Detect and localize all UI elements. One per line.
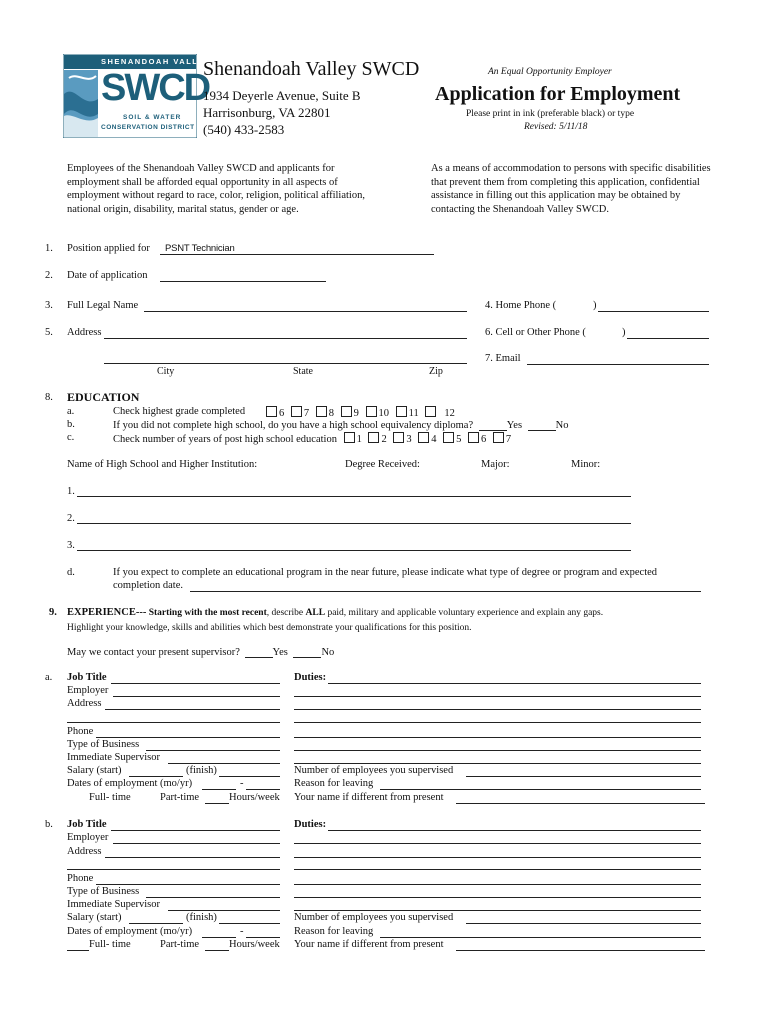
address-field[interactable]: [104, 338, 467, 339]
job-title-label: Job Title: [67, 672, 107, 683]
num-supervised-field[interactable]: [466, 776, 701, 777]
name-label: Full Legal Name: [67, 300, 139, 311]
duties-field[interactable]: [328, 683, 701, 684]
salary-start-field[interactable]: [129, 923, 183, 924]
address-label: Address: [67, 327, 102, 338]
salary-start-field[interactable]: [129, 776, 183, 777]
grade-option: 11: [408, 408, 419, 419]
zip-caption: Zip: [429, 366, 443, 377]
business-field[interactable]: [146, 750, 280, 751]
experience-heading: EXPERIENCE---: [67, 607, 147, 618]
name-diff-label: Your name if different from present: [294, 939, 444, 950]
experience-intro-all: ALL: [305, 608, 326, 618]
num-supervised-field[interactable]: [466, 923, 701, 924]
logo-sub-text-2: CONSERVATION DISTRICT: [101, 124, 195, 131]
dates-end-field[interactable]: [246, 789, 280, 790]
accommodation-line: contacting the Shenandoah Valley SWCD.: [431, 203, 609, 215]
supervisor-field[interactable]: [168, 763, 280, 764]
date-label: Date of application: [67, 270, 148, 281]
school-row-number: 2.: [67, 513, 75, 524]
employer-label: Employer: [67, 685, 109, 696]
q8-number: 8.: [45, 392, 53, 403]
years-option: 7: [505, 434, 512, 445]
num-supervised-label: Number of employees you supervised: [294, 765, 454, 776]
q2-number: 2.: [45, 270, 53, 281]
employer-field[interactable]: [113, 843, 280, 844]
name-diff-field[interactable]: [456, 950, 705, 951]
email-label: 7. Email: [485, 353, 521, 364]
grade-label: Check highest grade completed: [113, 406, 246, 417]
school-row-field[interactable]: [77, 550, 631, 551]
full-time-field[interactable]: [67, 950, 89, 951]
school-row-number: 3.: [67, 540, 75, 551]
contact-yes: Yes: [272, 647, 288, 658]
num-supervised-label: Number of employees you supervised: [294, 912, 454, 923]
page-title: Application for Employment: [435, 83, 681, 105]
job-address-field[interactable]: [105, 709, 280, 710]
accommodation-line: assistance in filling out this application may be obtained by: [431, 190, 681, 201]
years-checkbox[interactable]: [368, 432, 379, 443]
duties-field[interactable]: [294, 722, 701, 723]
grade-checkbox[interactable]: [425, 406, 436, 417]
job-letter: b.: [45, 819, 53, 830]
duties-label: Duties:: [294, 819, 327, 830]
name-field[interactable]: [144, 311, 467, 312]
reason-field[interactable]: [380, 789, 701, 790]
equivalency-yes-field[interactable]: [479, 419, 507, 431]
years-checkbox[interactable]: [393, 432, 404, 443]
grade-option: 7: [303, 408, 310, 419]
experience-intro: [67, 607, 603, 618]
grade-option: 8: [328, 408, 334, 419]
supervisor-label: Immediate Supervisor: [67, 899, 161, 910]
dates-start-field[interactable]: [202, 937, 236, 938]
duties-field[interactable]: [328, 830, 701, 831]
eeo-line: employment shall be afforded equal opportunity in all aspects of: [67, 176, 338, 188]
grade-checkbox[interactable]: [316, 406, 327, 417]
grade-checkboxes: [262, 406, 455, 419]
accommodation-statement: [431, 162, 711, 216]
revision-date: Revised: 5/11/18: [524, 122, 588, 132]
business-field[interactable]: [146, 897, 280, 898]
full-time-label: Full- time: [89, 939, 131, 950]
business-label: Type of Business: [67, 886, 140, 897]
duties-field[interactable]: [294, 897, 701, 898]
eeo-statement: [67, 162, 365, 216]
job-letter: a.: [45, 672, 53, 683]
degree-column-header: Degree Received:: [345, 459, 420, 470]
job-address-field-2[interactable]: [67, 722, 280, 723]
cell-phone-close: ): [622, 327, 626, 338]
minor-column-header: Minor:: [571, 459, 601, 470]
years-checkbox[interactable]: [418, 432, 429, 443]
date-field[interactable]: [160, 281, 326, 282]
grade-option: 6: [279, 408, 285, 419]
business-label: Type of Business: [67, 739, 140, 750]
reason-field[interactable]: [380, 937, 701, 938]
equivalency-label: If you did not complete high school, do you have a high school equivalency diploma?: [113, 420, 474, 431]
grade-checkbox[interactable]: [396, 406, 407, 417]
supervisor-field[interactable]: [168, 910, 280, 911]
print-instruction: Please print in ink (preferable black) or type: [466, 109, 635, 119]
part-time-label: Part-time: [160, 939, 200, 950]
equivalency-no-field[interactable]: [528, 419, 556, 431]
future-program-line2: completion date.: [113, 580, 183, 591]
dates-dash: -: [240, 778, 244, 789]
state-caption: State: [293, 366, 313, 377]
org-phone: (540) 433-2583: [203, 122, 285, 137]
org-address-line2: Harrisonburg, VA 22801: [203, 105, 331, 120]
logo-main-text: SWCD: [101, 67, 210, 109]
years-checkbox[interactable]: [443, 432, 454, 443]
eeo-line: employment without regard to race, color, religion, political affiliation,: [67, 190, 365, 201]
eeo-line: national origin, disability, marital status, gender or age.: [67, 203, 299, 215]
position-label: Position applied for: [67, 243, 150, 254]
employer-label: Employer: [67, 832, 109, 843]
job-address-field-2[interactable]: [67, 869, 280, 870]
email-field[interactable]: [527, 364, 709, 365]
contact-supervisor-question: [67, 646, 334, 658]
supervisor-label: Immediate Supervisor: [67, 752, 161, 763]
duties-field[interactable]: [294, 763, 701, 764]
equivalency-no: No: [555, 420, 569, 431]
years-checkbox[interactable]: [468, 432, 479, 443]
accommodation-line: As a means of accommodation to persons with specific disabilities: [431, 163, 711, 174]
hours-label: Hours/week: [229, 792, 280, 803]
logo-top-text: SHENANDOAH VALLEY: [101, 57, 212, 66]
years-option: 6: [480, 434, 487, 445]
grade-option: 12: [444, 408, 455, 419]
name-diff-field[interactable]: [456, 803, 705, 804]
salary-finish-label: (finish): [186, 765, 217, 776]
equivalency-question: [113, 419, 569, 431]
contact-question-label: May we contact your present supervisor?: [67, 647, 240, 658]
education-heading: EDUCATION: [67, 390, 140, 404]
cell-phone-label: 6. Cell or Other Phone (: [485, 327, 586, 338]
years-option: 2: [381, 434, 387, 445]
full-time-label: Full- time: [89, 792, 131, 803]
future-program-line1: If you expect to complete an educational program in the near future, please indicate what type of degree or program and expected: [113, 567, 658, 578]
dates-end-field[interactable]: [246, 937, 280, 938]
school-column-header: Name of High School and Higher Institution:: [67, 459, 258, 470]
grade-option: 9: [353, 408, 359, 419]
salary-start-label: Salary (start): [67, 912, 122, 923]
grade-checkbox[interactable]: [341, 406, 352, 417]
job-title-label: Job Title: [67, 819, 107, 830]
eeo-line: Employees of the Shenandoah Valley SWCD and applicants for: [67, 163, 335, 174]
job-address-field[interactable]: [105, 857, 280, 858]
years-option: 4: [431, 434, 437, 445]
school-row-field[interactable]: [77, 496, 631, 497]
salary-finish-field[interactable]: [219, 776, 280, 777]
years-option: 5: [456, 434, 462, 445]
experience-intro-bold: Starting with the most recent: [148, 608, 267, 618]
cell-phone-field[interactable]: [627, 338, 709, 339]
address-label: Address: [67, 698, 102, 709]
hours-field[interactable]: [205, 950, 229, 951]
major-column-header: Major:: [481, 459, 510, 470]
org-name: Shenandoah Valley SWCD: [203, 58, 420, 80]
years-option: 3: [406, 434, 412, 445]
city-state-zip-field[interactable]: [104, 363, 467, 364]
future-program-field[interactable]: [190, 591, 701, 592]
years-checkbox[interactable]: [493, 432, 504, 443]
salary-finish-label: (finish): [186, 912, 217, 923]
edu-c-letter: c.: [67, 432, 75, 443]
dates-label: Dates of employment (mo/yr): [67, 778, 193, 789]
grade-checkbox[interactable]: [366, 406, 377, 417]
duties-field[interactable]: [294, 857, 701, 858]
experience-intro-rest: paid, military and applicable voluntary experience and explain any gaps.: [327, 608, 604, 618]
duties-field[interactable]: [294, 737, 701, 738]
position-value: PSNT Technician: [165, 243, 235, 254]
post-hs-years: [113, 432, 511, 445]
address-label: Address: [67, 846, 102, 857]
contact-no-field[interactable]: [293, 646, 321, 658]
grade-checkbox[interactable]: [291, 406, 302, 417]
part-time-label: Part-time: [160, 792, 200, 803]
grade-checkbox[interactable]: [266, 406, 277, 417]
hours-label: Hours/week: [229, 939, 280, 950]
duties-field[interactable]: [294, 910, 701, 911]
city-caption: City: [157, 366, 175, 377]
dates-label: Dates of employment (mo/yr): [67, 926, 193, 937]
q5-number: 5.: [45, 327, 53, 338]
edu-b-letter: b.: [67, 419, 75, 430]
duties-field[interactable]: [294, 884, 701, 885]
name-diff-label: Your name if different from present: [294, 792, 444, 803]
grade-option: 10: [378, 408, 389, 419]
employer-field[interactable]: [113, 696, 280, 697]
reason-label: Reason for leaving: [294, 926, 374, 937]
duties-field[interactable]: [294, 843, 701, 844]
job-title-field[interactable]: [111, 830, 280, 831]
edu-d-letter: d.: [67, 567, 75, 578]
job-title-field[interactable]: [111, 683, 280, 684]
duties-field[interactable]: [294, 709, 701, 710]
reason-label: Reason for leaving: [294, 778, 374, 789]
salary-start-label: Salary (start): [67, 765, 122, 776]
dates-start-field[interactable]: [202, 789, 236, 790]
duties-field[interactable]: [294, 696, 701, 697]
q9-number: 9.: [49, 607, 57, 618]
home-phone-close: ): [593, 300, 597, 311]
equal-opportunity-note: An Equal Opportunity Employer: [488, 67, 612, 77]
contact-yes-field[interactable]: [245, 646, 273, 658]
duties-field[interactable]: [294, 869, 701, 870]
q3-number: 3.: [45, 300, 53, 311]
logo: [63, 54, 212, 138]
salary-finish-field[interactable]: [219, 923, 280, 924]
experience-highlight-note: Highlight your knowledge, skills and abilities which best demonstrate your qualifications for this position.: [67, 623, 472, 633]
years-checkbox[interactable]: [344, 432, 355, 443]
org-address-line1: 1934 Deyerle Avenue, Suite B: [203, 88, 361, 103]
years-option: 1: [356, 434, 362, 445]
phone-label: Phone: [67, 873, 94, 884]
experience-intro-mid: , describe: [266, 608, 304, 618]
phone-label: Phone: [67, 726, 94, 737]
job-phone-field[interactable]: [96, 884, 280, 885]
years-label: Check number of years of post high school education: [113, 434, 337, 445]
job-phone-field[interactable]: [96, 737, 280, 738]
home-phone-field[interactable]: [598, 311, 709, 312]
duties-field[interactable]: [294, 750, 701, 751]
accommodation-line: that prevent them from completing this application, confidential: [431, 176, 700, 188]
contact-no: No: [321, 647, 335, 658]
hours-field[interactable]: [205, 803, 229, 804]
school-row-field[interactable]: [77, 523, 631, 524]
dates-dash: -: [240, 926, 244, 937]
logo-sub-text-1: SOIL & WATER: [123, 114, 182, 121]
q1-number: 1.: [45, 243, 53, 254]
edu-a-letter: a.: [67, 406, 75, 417]
home-phone-label: 4. Home Phone (: [485, 300, 557, 311]
position-field[interactable]: [160, 254, 434, 255]
school-row-number: 1.: [67, 486, 75, 497]
equivalency-yes: Yes: [506, 420, 523, 431]
duties-label: Duties:: [294, 672, 327, 683]
